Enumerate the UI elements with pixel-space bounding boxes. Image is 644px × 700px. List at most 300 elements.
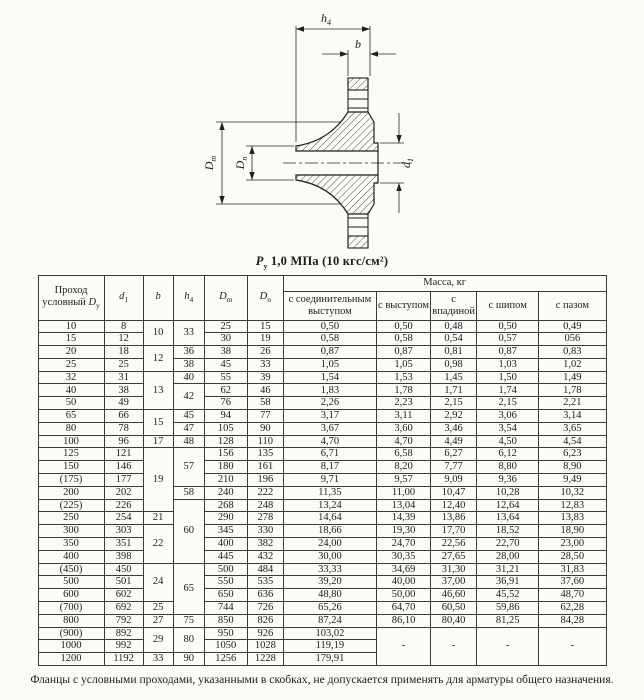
cell-dy: 15	[38, 333, 104, 346]
cell-dy: 350	[38, 538, 104, 551]
cell-mass: 3,14	[539, 410, 606, 423]
cell-mass: 3,65	[539, 422, 606, 435]
cell-mass: 9,49	[539, 474, 606, 487]
cell-dm: 744	[204, 602, 247, 615]
cell-d1: 398	[104, 550, 143, 563]
cell-mass: 10,28	[477, 486, 539, 499]
cell-dn: 278	[247, 512, 283, 525]
cell-mass: 33,33	[283, 563, 376, 576]
cell-dn: 1228	[247, 653, 283, 666]
cell-h4: 33	[173, 320, 204, 346]
cell-mass: 87,24	[283, 614, 376, 627]
cell-dn: 110	[247, 435, 283, 448]
cell-d1: 121	[104, 448, 143, 461]
table-row	[38, 461, 606, 474]
cell-d1: 8	[104, 320, 143, 333]
cell-mass: 1,03	[477, 358, 539, 371]
cell-dn: 19	[247, 333, 283, 346]
table-row	[38, 422, 606, 435]
cell-mass: 13,83	[539, 512, 606, 525]
cell-b: 12	[143, 346, 173, 372]
pipe-stub-bottom-hatch	[348, 236, 368, 248]
cell-dy: (225)	[38, 499, 104, 512]
cell-dn: 330	[247, 525, 283, 538]
cell-dn: 46	[247, 384, 283, 397]
table-body	[38, 320, 606, 666]
table-row	[38, 589, 606, 602]
cell-dy: 1200	[38, 653, 104, 666]
cell-mass: 86,10	[377, 614, 431, 627]
cell-mass: 6,71	[283, 448, 376, 461]
cell-dm: 345	[204, 525, 247, 538]
cell-dn: 58	[247, 397, 283, 410]
cell-mass: 0,87	[477, 346, 539, 359]
cell-d1: 12	[104, 333, 143, 346]
cell-mass: 12,83	[539, 499, 606, 512]
col-header-mass: Масса, кг	[283, 275, 606, 291]
table-row	[38, 499, 606, 512]
cell-mass: 9,71	[283, 474, 376, 487]
cell-dy: 600	[38, 589, 104, 602]
cell-dn: 135	[247, 448, 283, 461]
cell-dn: 1028	[247, 640, 283, 653]
table-row	[38, 320, 606, 333]
cell-dy: 150	[38, 461, 104, 474]
cell-dm: 268	[204, 499, 247, 512]
table-row	[38, 384, 606, 397]
cell-mass: 1,53	[377, 371, 431, 384]
cell-dn: 535	[247, 576, 283, 589]
cell-h4: 90	[173, 653, 204, 666]
cell-dy: 32	[38, 371, 104, 384]
cell-mass: 13,04	[377, 499, 431, 512]
cell-dm: 210	[204, 474, 247, 487]
cell-h4: 75	[173, 614, 204, 627]
cell-mass: 1,78	[539, 384, 606, 397]
cell-mass: 9,57	[377, 474, 431, 487]
cell-dn: 26	[247, 346, 283, 359]
cell-mass: 1,50	[477, 371, 539, 384]
cell-dn: 77	[247, 410, 283, 423]
cell-mass: 2,92	[431, 410, 477, 423]
cell-dy: 25	[38, 358, 104, 371]
cell-dy: (175)	[38, 474, 104, 487]
footnote: Фланцы с условными проходами, указанными в скобках, не допускается применять для арматуры общего назначения.	[30, 673, 614, 687]
table-row	[38, 512, 606, 525]
cell-mass: 0,87	[377, 346, 431, 359]
cell-mass: 8,90	[539, 461, 606, 474]
dim-dm-label: $D_m$	[202, 155, 218, 171]
cell-h4: 57	[173, 448, 204, 486]
cell-mass: 30,35	[377, 550, 431, 563]
cell-d1: 18	[104, 346, 143, 359]
cell-dy: 300	[38, 525, 104, 538]
cell-mass: 48,70	[539, 589, 606, 602]
cell-mass: 2,15	[477, 397, 539, 410]
cell-mass: 1,05	[283, 358, 376, 371]
cell-mass: 6,23	[539, 448, 606, 461]
cell-d1: 303	[104, 525, 143, 538]
cell-mass: 13,86	[431, 512, 477, 525]
cell-mass: 179,91	[283, 653, 376, 666]
cell-mass: 37,60	[539, 576, 606, 589]
cell-dy: 10	[38, 320, 104, 333]
table-row	[38, 474, 606, 487]
cell-mass: 19,30	[377, 525, 431, 538]
cell-dm: 850	[204, 614, 247, 627]
cell-b: 17	[143, 435, 173, 448]
cell-h4: 58	[173, 486, 204, 499]
cell-mass: 39,20	[283, 576, 376, 589]
cell-h4: 45	[173, 410, 204, 423]
pressure-title: $P_у$ 1,0 МПа (10 кгс/см²)	[255, 254, 389, 271]
cell-mass: 12,64	[477, 499, 539, 512]
cell-mass: 8,80	[477, 461, 539, 474]
cell-b: 24	[143, 563, 173, 601]
cell-dm: 45	[204, 358, 247, 371]
table-row	[38, 550, 606, 563]
cell-dy: 400	[38, 550, 104, 563]
cell-mass: 3,17	[283, 410, 376, 423]
table-row	[38, 448, 606, 461]
cell-mass: 24,70	[377, 538, 431, 551]
cell-dy: 250	[38, 512, 104, 525]
cell-dy: 500	[38, 576, 104, 589]
cell-dm: 550	[204, 576, 247, 589]
cell-mass: 6,12	[477, 448, 539, 461]
cell-d1: 25	[104, 358, 143, 371]
cell-mass: 34,69	[377, 563, 431, 576]
cell-d1: 602	[104, 589, 143, 602]
cell-mass: 17,70	[431, 525, 477, 538]
cell-d1: 1192	[104, 653, 143, 666]
cell-d1: 226	[104, 499, 143, 512]
table-row	[38, 358, 606, 371]
cell-mass: 59,86	[477, 602, 539, 615]
cell-mass: 24,00	[283, 538, 376, 551]
cell-mass: 0,87	[283, 346, 376, 359]
cell-dn: 484	[247, 563, 283, 576]
cell-dm: 62	[204, 384, 247, 397]
cell-mass: 3,54	[477, 422, 539, 435]
cell-mass: 8,17	[283, 461, 376, 474]
cell-dm: 128	[204, 435, 247, 448]
cell-mass: 4,70	[283, 435, 376, 448]
cell-h4: 42	[173, 384, 204, 410]
cell-dm: 445	[204, 550, 247, 563]
cell-dm: 30	[204, 333, 247, 346]
cell-mass: 4,70	[377, 435, 431, 448]
cell-b: 27	[143, 614, 173, 627]
cell-d1: 202	[104, 486, 143, 499]
cell-mass: 1,49	[539, 371, 606, 384]
cell-dm: 94	[204, 410, 247, 423]
cell-d1: 450	[104, 563, 143, 576]
cell-mass: 81,25	[477, 614, 539, 627]
cell-h4: 80	[173, 627, 204, 653]
cell-dn: 33	[247, 358, 283, 371]
cell-mass: 40,00	[377, 576, 431, 589]
cell-mass: 3,46	[431, 422, 477, 435]
cell-mass: 056	[539, 333, 606, 346]
cell-dm: 1256	[204, 653, 247, 666]
cell-d1: 177	[104, 474, 143, 487]
cell-mass: 11,00	[377, 486, 431, 499]
cell-dm: 290	[204, 512, 247, 525]
cell-mass: 36,91	[477, 576, 539, 589]
cell-mass: 80,40	[431, 614, 477, 627]
cell-mass: 18,90	[539, 525, 606, 538]
cell-mass: 30,00	[283, 550, 376, 563]
cell-dy: 40	[38, 384, 104, 397]
cell-h4: 40	[173, 371, 204, 384]
cell-mass: 11,35	[283, 486, 376, 499]
flange-body-upper	[296, 112, 378, 151]
table-row	[38, 410, 606, 423]
cell-d1: 254	[104, 512, 143, 525]
cell-b: 10	[143, 320, 173, 346]
table-row	[38, 576, 606, 589]
cell-b: 19	[143, 448, 173, 512]
cell-mass-dash: -	[477, 627, 539, 665]
col-header-d1: $d_1$	[104, 275, 143, 320]
cell-dm: 180	[204, 461, 247, 474]
table-row	[38, 627, 606, 640]
cell-mass: 3,11	[377, 410, 431, 423]
cell-mass: 0,58	[283, 333, 376, 346]
col-header-dy: Проход условный $D_у$	[38, 275, 104, 320]
cell-dm: 25	[204, 320, 247, 333]
cell-h4: 38	[173, 358, 204, 371]
cell-mass: 13,24	[283, 499, 376, 512]
col-header-mass-protrusion: с выступом	[377, 291, 431, 320]
cell-dn: 15	[247, 320, 283, 333]
table-row	[38, 397, 606, 410]
cell-b: 21	[143, 512, 173, 525]
table-row	[38, 525, 606, 538]
cell-dm: 240	[204, 486, 247, 499]
cell-d1: 501	[104, 576, 143, 589]
cell-dy: 200	[38, 486, 104, 499]
cell-mass: 31,83	[539, 563, 606, 576]
cell-dm: 1050	[204, 640, 247, 653]
cell-mass: 3,67	[283, 422, 376, 435]
cell-mass: 65,26	[283, 602, 376, 615]
cell-h4: 48	[173, 435, 204, 448]
cell-mass: 13,64	[477, 512, 539, 525]
cell-mass: 18,66	[283, 525, 376, 538]
cell-mass: 0,57	[477, 333, 539, 346]
cell-mass: 6,27	[431, 448, 477, 461]
cell-dn: 726	[247, 602, 283, 615]
cell-mass: 64,70	[377, 602, 431, 615]
cell-dy: 80	[38, 422, 104, 435]
dim-b-label: b	[355, 37, 361, 51]
cell-mass: 103,02	[283, 627, 376, 640]
cell-dn: 636	[247, 589, 283, 602]
col-header-dm: $D_m$	[204, 275, 247, 320]
table-row	[38, 346, 606, 359]
cell-mass: 4,54	[539, 435, 606, 448]
table-row	[38, 486, 606, 499]
cell-mass: 12,40	[431, 499, 477, 512]
cell-mass: 0,48	[431, 320, 477, 333]
cell-mass: 22,56	[431, 538, 477, 551]
cell-mass: 28,00	[477, 550, 539, 563]
cell-dy: 1000	[38, 640, 104, 653]
cell-mass: 2,26	[283, 397, 376, 410]
cell-mass: 1,54	[283, 371, 376, 384]
cell-dy: (700)	[38, 602, 104, 615]
cell-mass: 0,81	[431, 346, 477, 359]
cell-mass: 10,32	[539, 486, 606, 499]
cell-mass: 14,39	[377, 512, 431, 525]
cell-dn: 826	[247, 614, 283, 627]
table-row	[38, 602, 606, 615]
cell-dn: 196	[247, 474, 283, 487]
cell-mass: 1,83	[283, 384, 376, 397]
cell-b: 13	[143, 371, 173, 409]
cell-mass: 60,50	[431, 602, 477, 615]
pipe-stub-top-hatch	[348, 78, 368, 90]
col-header-h4: $h_4$	[173, 275, 204, 320]
cell-mass-dash: -	[377, 627, 431, 665]
cell-mass: 6,58	[377, 448, 431, 461]
cell-mass: 7,77	[431, 461, 477, 474]
cell-mass: 3,06	[477, 410, 539, 423]
cell-mass: 0,54	[431, 333, 477, 346]
cell-h4: 60	[173, 499, 204, 563]
cell-mass: 2,15	[431, 397, 477, 410]
cell-b: 22	[143, 525, 173, 563]
cell-mass: 22,70	[477, 538, 539, 551]
cell-mass: 1,45	[431, 371, 477, 384]
cell-b: 15	[143, 410, 173, 436]
cell-mass: 84,28	[539, 614, 606, 627]
cell-d1: 38	[104, 384, 143, 397]
cell-dn: 90	[247, 422, 283, 435]
cell-b: 29	[143, 627, 173, 653]
cell-h4: 65	[173, 563, 204, 614]
cell-dy: (450)	[38, 563, 104, 576]
cell-dm: 38	[204, 346, 247, 359]
cell-d1: 892	[104, 627, 143, 640]
cell-dn: 926	[247, 627, 283, 640]
cell-dm: 950	[204, 627, 247, 640]
cell-dn: 382	[247, 538, 283, 551]
cell-dm: 76	[204, 397, 247, 410]
cell-d1: 78	[104, 422, 143, 435]
cell-mass: 8,20	[377, 461, 431, 474]
cell-mass: 28,50	[539, 550, 606, 563]
cell-dm: 650	[204, 589, 247, 602]
cell-h4: 36	[173, 346, 204, 359]
cell-h4: 47	[173, 422, 204, 435]
cell-dy: 20	[38, 346, 104, 359]
cell-mass: 27,65	[431, 550, 477, 563]
dim-h4-label: $h_4$	[321, 11, 331, 27]
cell-dy: (900)	[38, 627, 104, 640]
cell-mass: 2,21	[539, 397, 606, 410]
cell-mass: 9,09	[431, 474, 477, 487]
cell-mass: 1,74	[477, 384, 539, 397]
cell-d1: 96	[104, 435, 143, 448]
cell-mass: 50,00	[377, 589, 431, 602]
cell-mass: 0,50	[377, 320, 431, 333]
cell-mass: 14,64	[283, 512, 376, 525]
cell-mass: 1,78	[377, 384, 431, 397]
cell-mass: 1,71	[431, 384, 477, 397]
col-header-mass-joint: с соединительным выступом	[283, 291, 376, 320]
cell-mass-dash: -	[431, 627, 477, 665]
cell-dn: 161	[247, 461, 283, 474]
cell-dn: 432	[247, 550, 283, 563]
table-row	[38, 435, 606, 448]
cell-mass: 18,52	[477, 525, 539, 538]
cell-d1: 49	[104, 397, 143, 410]
cell-mass: 45,52	[477, 589, 539, 602]
cell-dy: 100	[38, 435, 104, 448]
col-header-mass-tenon: с шипом	[477, 291, 539, 320]
cell-dn: 248	[247, 499, 283, 512]
cell-mass: 0,50	[283, 320, 376, 333]
col-header-mass-recess: с впадиной	[431, 291, 477, 320]
cell-d1: 792	[104, 614, 143, 627]
cell-dm: 55	[204, 371, 247, 384]
cell-mass: 1,02	[539, 358, 606, 371]
flange-body-lower	[296, 175, 378, 214]
cell-mass: 4,50	[477, 435, 539, 448]
dim-d1-label: $d_1$	[399, 158, 415, 168]
cell-mass: 31,30	[431, 563, 477, 576]
table-row	[38, 538, 606, 551]
cell-d1: 31	[104, 371, 143, 384]
cell-mass: 4,49	[431, 435, 477, 448]
col-header-dn: $D_n$	[247, 275, 283, 320]
cell-mass: 0,50	[477, 320, 539, 333]
cell-dy: 125	[38, 448, 104, 461]
cell-d1: 351	[104, 538, 143, 551]
col-header-mass-groove: с пазом	[539, 291, 606, 320]
cell-mass: 48,80	[283, 589, 376, 602]
cell-mass-dash: -	[539, 627, 606, 665]
table-row	[38, 614, 606, 627]
cell-mass: 0,83	[539, 346, 606, 359]
cell-mass: 119,19	[283, 640, 376, 653]
cell-mass: 10,47	[431, 486, 477, 499]
cell-d1: 146	[104, 461, 143, 474]
cell-mass: 0,49	[539, 320, 606, 333]
cell-dm: 400	[204, 538, 247, 551]
cell-mass: 31,21	[477, 563, 539, 576]
cell-d1: 66	[104, 410, 143, 423]
cell-dm: 500	[204, 563, 247, 576]
cell-mass: 0,98	[431, 358, 477, 371]
cell-dy: 800	[38, 614, 104, 627]
cell-dm: 105	[204, 422, 247, 435]
cell-mass: 23,00	[539, 538, 606, 551]
cell-b: 33	[143, 653, 173, 666]
cell-mass: 0,58	[377, 333, 431, 346]
flange-drawing	[0, 0, 644, 252]
cell-mass: 62,28	[539, 602, 606, 615]
cell-mass: 37,00	[431, 576, 477, 589]
cell-dn: 39	[247, 371, 283, 384]
col-header-b: b	[143, 275, 173, 320]
cell-d1: 992	[104, 640, 143, 653]
cell-mass: 2,23	[377, 397, 431, 410]
cell-mass: 46,60	[431, 589, 477, 602]
